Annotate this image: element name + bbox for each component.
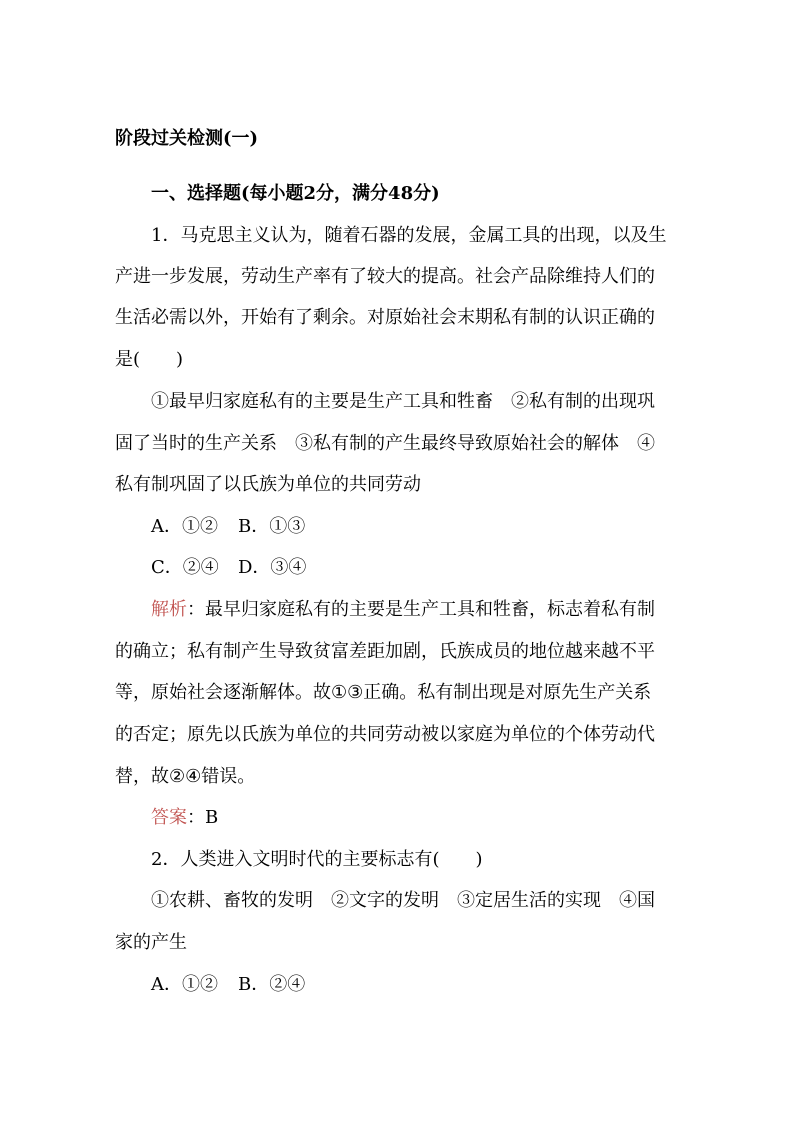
- q2-option-a: A．①②: [151, 974, 218, 995]
- answer-value: ：B: [187, 807, 219, 828]
- q1-option-a: A．①②: [151, 516, 218, 537]
- q1-analysis-line-4: 的否定；原先以氏族为单位的共同劳动被以家庭为单位的个体劳动代: [115, 724, 655, 745]
- analysis-text: ：最早归家庭私有的主要是生产工具和牲畜，标志着私有制: [187, 599, 655, 620]
- q1-answer: [151, 806, 685, 830]
- q2-stem: 2．人类进入文明时代的主要标志有( ): [151, 849, 483, 870]
- q1-stem-line-3: 生活必需以外，开始有了剩余。对原始社会末期私有制的认识正确的: [115, 307, 655, 328]
- section-heading: 一、选择题(每小题2分，满分48分): [151, 183, 440, 204]
- q1-option-c: C．②④: [151, 557, 219, 578]
- q1-analysis-line-5: 替，故②④错误。: [115, 766, 256, 787]
- analysis-label: 解析: [151, 599, 187, 620]
- q1-analysis-line-2: 的确立；私有制产生导致贫富差距加剧，氏族成员的地位越来越不平: [115, 641, 655, 662]
- q1-option-d: D．③④: [238, 557, 307, 578]
- q1-statement-line-2: 固了当时的生产关系 ③私有制的产生最终导致原始社会的解体 ④: [115, 433, 655, 454]
- q2-statement-line-2: 家的产生: [115, 932, 187, 953]
- q1-analysis-line-1: [151, 598, 685, 622]
- q1-stem-line-2: 产进一步发展，劳动生产率有了较大的提高。社会产品除维持人们的: [115, 266, 655, 287]
- q2-statement-line-1: ①农耕、畜牧的发明 ②文字的发明 ③定居生活的实现 ④国: [151, 890, 655, 911]
- q1-option-b: B．①③: [238, 516, 306, 537]
- q1-stem-line-1: 1．马克思主义认为，随着石器的发展，金属工具的出现，以及生: [151, 225, 667, 246]
- q1-statement-line-3: 私有制巩固了以氏族为单位的共同劳动: [115, 474, 421, 495]
- page-title: 阶段过关检测(一): [115, 128, 259, 149]
- q1-analysis-line-3: 等，原始社会逐渐解体。故①③正确。私有制出现是对原先生产关系: [115, 682, 652, 703]
- q1-stem-line-4: 是( ): [115, 349, 184, 370]
- q2-option-b: B．②④: [238, 974, 306, 995]
- answer-label: 答案: [151, 807, 187, 828]
- q1-statement-line-1: ①最早归家庭私有的主要是生产工具和牲畜 ②私有制的出现巩: [151, 391, 655, 412]
